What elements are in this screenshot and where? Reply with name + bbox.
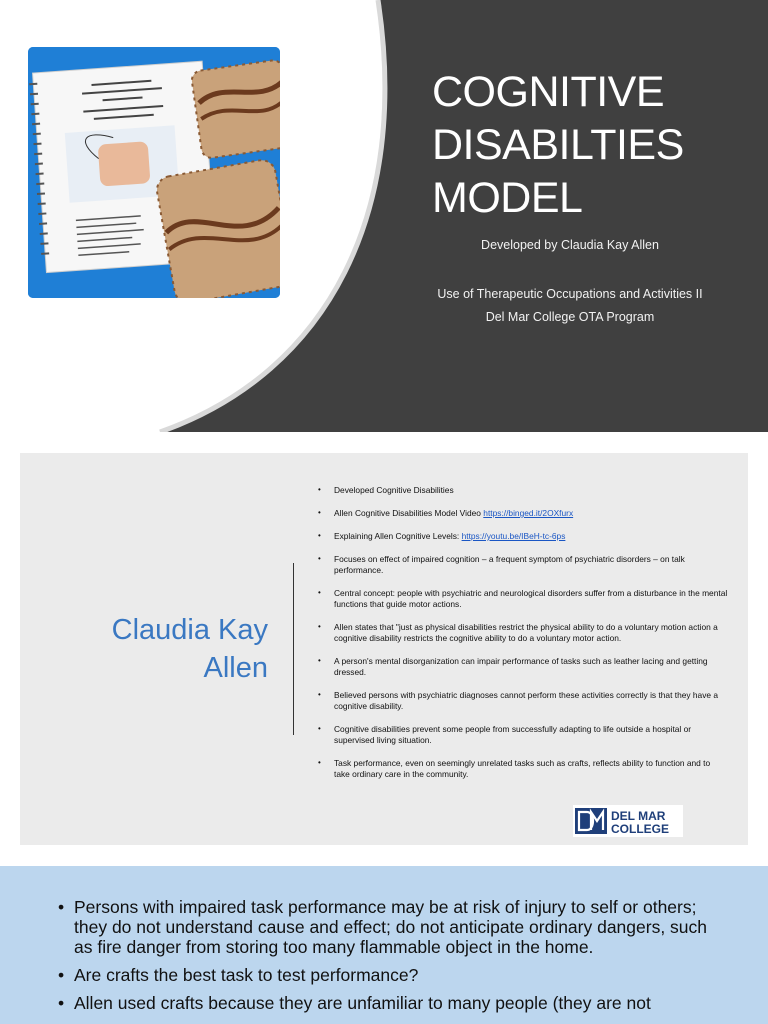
presentation-title: [432, 66, 752, 225]
title-line-1: COGNITIVE: [432, 68, 665, 116]
list-item: • Focuses on effect of impaired cognition – a frequent symptom of psychiatric disorders – on talk performance.: [318, 554, 728, 576]
heading-line-1: Claudia Kay: [111, 614, 268, 646]
program-name: Del Mar College OTA Program: [485, 310, 655, 324]
crafts-slide: [0, 866, 768, 1024]
aclc-kit-photo: [28, 47, 280, 298]
bullet-list: [58, 897, 728, 1021]
title-slide: [0, 0, 768, 432]
list-item: • Developed Cognitive Disabilities: [318, 485, 728, 496]
del-mar-college-logo: [573, 805, 683, 837]
list-item: • Are crafts the best task to test performance?: [58, 965, 728, 985]
bullet-list: [318, 485, 728, 792]
list-item: • Cognitive disabilities prevent some people from successfully adapting to life outside a hospital or supervised living situation.: [318, 724, 728, 746]
title-line-3: MODEL: [432, 174, 583, 222]
svg-text:DEL MAR: DEL MAR: [611, 809, 666, 823]
slide-heading: [20, 611, 268, 687]
allen-bio-slide: [20, 453, 748, 845]
list-item: • Allen Cognitive Disabilities Model Video https://binged.it/2OXfurx: [318, 508, 728, 519]
list-item: • Allen states that "just as physical disabilities restrict the physical ability to do a voluntary motion action a cognitive disability restricts the cognitive ability to do a voluntary motor action.: [318, 622, 728, 644]
title-line-2: DISABILTIES: [432, 121, 684, 169]
course-name: Use of Therapeutic Occupations and Activities II: [437, 287, 703, 301]
video-link[interactable]: https://binged.it/2OXfurx: [483, 508, 574, 518]
list-item: • Believed persons with psychiatric diagnoses cannot perform these activities correctly is that they have a cognitive disability.: [318, 690, 728, 712]
list-item: • Central concept: people with psychiatric and neurological disorders suffer from a disturbance in the mental functions that guide motor actions.: [318, 588, 728, 610]
list-item: • Task performance, even on seemingly unrelated tasks such as crafts, reflects ability to function and to take ordinary care in the community.: [318, 758, 728, 780]
list-item: • A person's mental disorganization can impair performance of tasks such as leather lacing and getting dressed.: [318, 656, 728, 678]
heading-line-2: Allen: [203, 652, 268, 684]
youtube-link[interactable]: https://youtu.be/IBeH-tc-6ps: [461, 531, 566, 541]
vertical-divider: [293, 563, 294, 735]
list-item: • Persons with impaired task performance may be at risk of injury to self or others; they do not understand cause and effect; do not anticipate ordinary dangers, such as fire danger from storing too many flammable object in the home.: [58, 897, 728, 957]
developer-credit: Developed by Claudia Kay Allen: [481, 238, 659, 252]
svg-text:COLLEGE: COLLEGE: [611, 822, 670, 836]
list-item: • Allen used crafts because they are unfamiliar to many people (they are not: [58, 993, 728, 1013]
list-item: • Explaining Allen Cognitive Levels: https://youtu.be/IBeH-tc-6ps: [318, 531, 728, 542]
